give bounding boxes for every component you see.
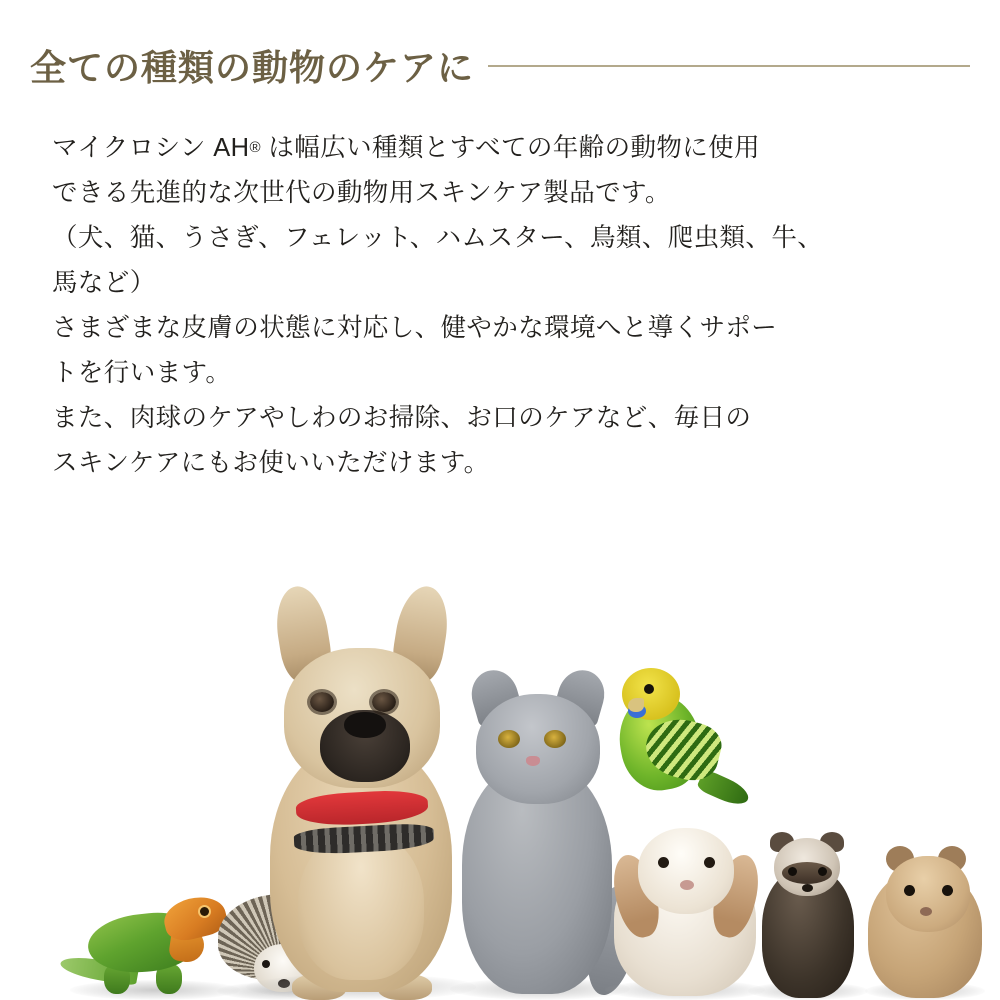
page-title: 全ての種類の動物のケアに — [30, 48, 475, 88]
ferret-nose — [802, 884, 813, 892]
rabbit-head — [638, 828, 734, 914]
bird-image — [610, 630, 750, 830]
bird-beak — [628, 698, 644, 712]
description-line-1 — [52, 125, 952, 171]
cat-nose — [526, 756, 540, 766]
bird-eye — [644, 684, 654, 694]
description-line-5: さまざまな皮膚の状態に対応し、健やかな環境へと導くサポー — [52, 314, 778, 342]
ferret-image — [748, 810, 868, 1000]
description-line-4: 馬など） — [52, 269, 156, 297]
description-line-7: また、肉球のケアやしわのお掃除、お口のケアなど、毎日の — [52, 404, 752, 432]
rabbit-image — [600, 800, 770, 1000]
registered-trademark-icon: ® — [249, 139, 261, 156]
description-line-3: （犬、猫、うさぎ、フェレット、ハムスター、鳥類、爬虫類、牛、 — [52, 224, 824, 252]
iguana-eye — [200, 907, 209, 916]
dog-eye-left — [310, 692, 334, 712]
hamster-nose — [920, 907, 932, 916]
heading-divider — [488, 65, 970, 67]
description-line-1-prefix: マイクロシン AH — [52, 134, 250, 162]
description-block — [52, 125, 952, 486]
hamster-head — [886, 856, 970, 932]
cat-head — [476, 694, 600, 804]
hamster-eye-right — [942, 885, 953, 896]
hamster-eye-left — [904, 885, 915, 896]
description-line-2: できる先進的な次世代の動物用スキンケア製品です。 — [52, 179, 671, 207]
rabbit-eye-right — [704, 857, 715, 868]
rabbit-eye-left — [658, 857, 669, 868]
dog-nose — [344, 712, 386, 738]
rabbit-nose — [680, 880, 694, 890]
dog-eye-right — [372, 692, 396, 712]
ferret-eye-right — [818, 867, 827, 876]
animal-photo-group — [0, 520, 1000, 1000]
section-heading — [30, 40, 970, 91]
description-line-1-suffix: は幅広い種類とすべての年齢の動物に使用 — [260, 134, 760, 162]
description-line-8: スキンケアにもお使いいただけます。 — [52, 449, 490, 477]
cat-eye-left — [498, 730, 520, 748]
cat-eye-right — [544, 730, 566, 748]
description-line-6: トを行います。 — [52, 359, 232, 387]
hamster-image — [860, 835, 990, 1000]
ferret-eye-left — [788, 867, 797, 876]
